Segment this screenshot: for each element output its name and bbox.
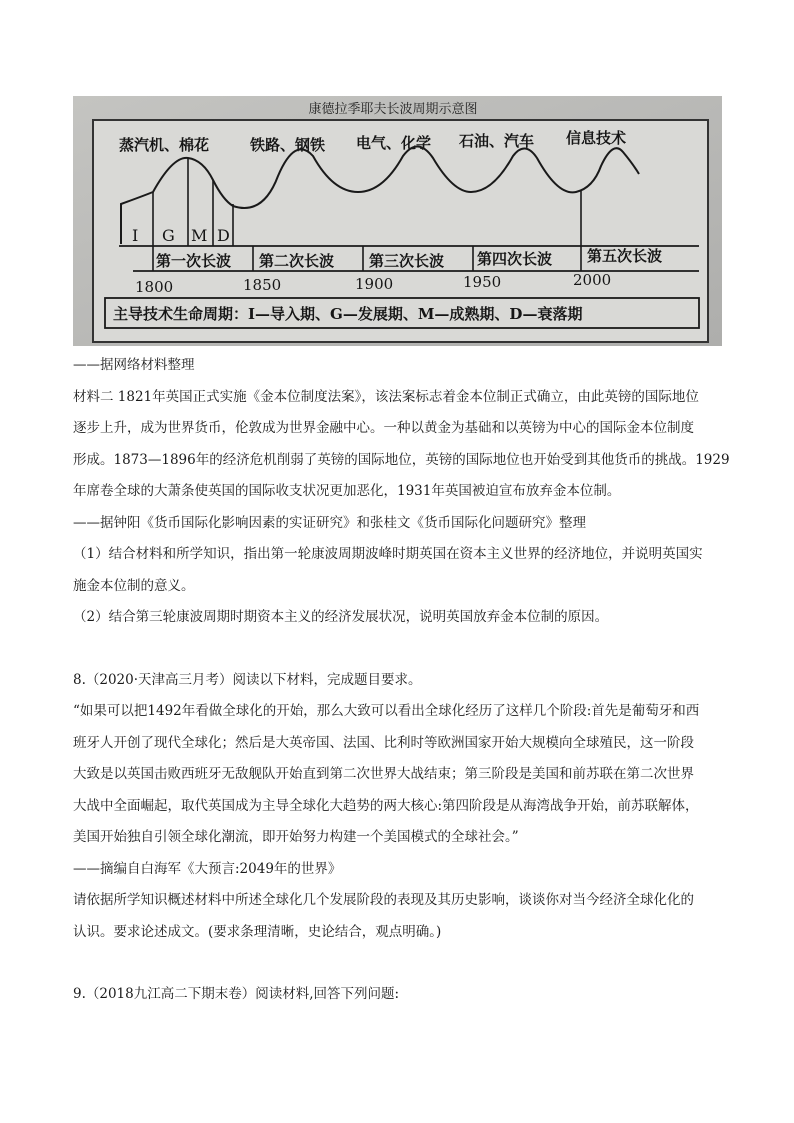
tech-label-2: 铁路、钢铁 bbox=[250, 136, 326, 154]
quote-line: 美国开始独自引领全球化潮流，即开始努力构建一个美国模式的全球社会。” bbox=[73, 829, 519, 845]
tech-label-3: 电气、化学 bbox=[356, 134, 432, 152]
question-7-1-line: （1）结合材料和所学知识，指出第一轮康波周期波峰时期英国在资本主义世界的经济地位，并说明英国实 bbox=[73, 546, 703, 562]
wave-label-5: 第五次长波 bbox=[587, 247, 663, 265]
wave-label-4: 第四次长波 bbox=[477, 250, 553, 268]
quote-line: “如果可以把1492年看做全球化的开始，那么大致可以看出全球化经历了这样几个阶段:首先是葡萄牙和西 bbox=[73, 703, 700, 719]
question-8-header: 8.（2020·天津高三月考）阅读以下材料，完成题目要求。 bbox=[73, 671, 422, 688]
kondratiev-diagram bbox=[73, 96, 722, 346]
year-1900: 1900 bbox=[355, 275, 394, 293]
year-1850: 1850 bbox=[243, 276, 282, 294]
source-note-3: ——摘编自白海军《大预言:2049年的世界》 bbox=[73, 860, 342, 877]
quote-line: 大战中全面崛起，取代英国成为主导全球化大趋势的两大核心:第四阶段是从海湾战争开始，前苏联解体， bbox=[73, 797, 699, 814]
phase-d: D bbox=[217, 226, 230, 245]
tech-label-5: 信息技术 bbox=[566, 129, 627, 147]
wave-label-1: 第一次长波 bbox=[156, 252, 232, 270]
material2-line: 年席卷全球的大萧条使英国的国际收支状况更加恶化，1931年英国被迫宣布放弃金本位制。 bbox=[73, 483, 621, 499]
question-9-header: 9.（2018九江高二下期末卷）阅读材料,回答下列问题: bbox=[73, 986, 400, 1002]
material2-line: 材料二 1821年英国正式实施《金本位制度法案》，该法案标志着金本位制正式确立，由此英镑的国际地位 bbox=[73, 388, 699, 405]
kondratiev-figure bbox=[73, 96, 722, 346]
year-1800: 1800 bbox=[135, 278, 174, 296]
wave-label-2: 第二次长波 bbox=[259, 252, 335, 270]
source-note-1: ——据网络材料整理 bbox=[73, 357, 195, 373]
tech-label-1: 蒸汽机、棉花 bbox=[119, 136, 210, 154]
quote-line: 班牙人开创了现代全球化；然后是大英帝国、法国、比利时等欧洲国家开始大规模向全球殖民，这一阶段 bbox=[73, 734, 694, 751]
wave-label-3: 第三次长波 bbox=[369, 252, 445, 270]
year-2000: 2000 bbox=[573, 271, 612, 289]
tech-label-4: 石油、汽车 bbox=[459, 132, 535, 150]
question-7-1-line: 施金本位制的意义。 bbox=[73, 577, 195, 594]
material2-line: 形成。1873—1896年的经济危机削弱了英镑的国际地位，英镑的国际地位也开始受到其他货币的挑战。1929 bbox=[73, 451, 730, 468]
source-note-2: ——据钟阳《货币国际化影响因素的实证研究》和张桂文《货币国际化问题研究》整理 bbox=[73, 514, 586, 531]
phase-g: G bbox=[162, 226, 175, 245]
task-line: 请依据所学知识概述材料中所述全球化几个发展阶段的表现及其历史影响，谈谈你对当今经济全球化化的 bbox=[73, 892, 694, 908]
task-line: 认识。要求论述成文。(要求条理清晰，史论结合，观点明确。) bbox=[73, 923, 442, 940]
quote-line: 大致是以英国击败西班牙无敌舰队开始直到第二次世界大战结束；第三阶段是美国和前苏联在第二次世界 bbox=[73, 766, 694, 782]
year-1950: 1950 bbox=[463, 273, 502, 291]
figure-title: 康德拉季耶夫长波周期示意图 bbox=[308, 102, 478, 117]
phase-i: I bbox=[132, 226, 139, 245]
legend-text: 主导技术生命周期：I—导入期、G—发展期、M—成熟期、D—衰落期 bbox=[113, 305, 583, 323]
material2-line: 逐步上升，成为世界货币，伦敦成为世界金融中心。一种以黄金为基础和以英镑为中心的国际金本位制度 bbox=[73, 420, 694, 436]
question-7-2: （2）结合第三轮康波周期时期资本主义的经济发展状况，说明英国放弃金本位制的原因。 bbox=[73, 609, 609, 625]
question-7-text bbox=[73, 350, 728, 1011]
phase-m: M bbox=[191, 226, 208, 245]
